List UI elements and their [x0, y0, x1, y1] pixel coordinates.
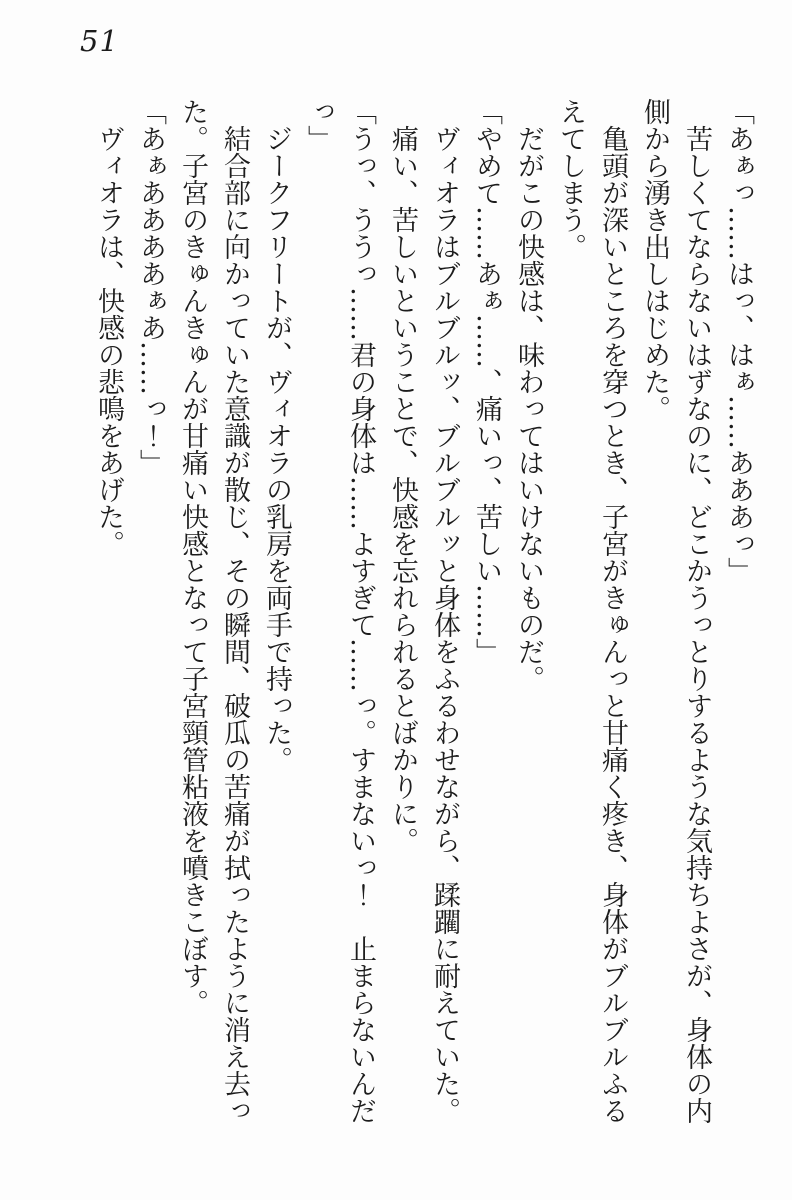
paragraph: 亀頭が深いところを穿つとき、子宮がきゅんっと甘痛く疼き、身体がブルブルふるえてしまう。 [555, 98, 628, 1124]
paragraph: だがこの快感は、味わってはいけないものだ。 [513, 125, 544, 692]
paragraph: 「あぁああああぁあ……っ！」 [135, 98, 166, 476]
paragraph: ジークフリートが、ヴィオラの乳房を両手で持った。 [261, 125, 292, 773]
page-number: 51 [80, 24, 119, 58]
paragraph: 苦しくてならないはずなのに、どこかうっとりするような気持ちよさが、身体の内側から湧き出しはじめた。 [639, 98, 712, 1124]
paragraph: ヴィオラはブルブルッ、ブルブルッと身体をふるわせながら、蹂躙に耐えていた。 [429, 125, 460, 1124]
paragraph: 痛い、苦しいということで、快感を忘れられるとばかりに。 [387, 125, 418, 854]
text-block [87, 98, 759, 1124]
paragraph: 結合部に向かっていた意識が散じ、その瞬間、破瓜の苦痛が拭ったように消え去った。子宮のきゅんきゅんが甘痛い快感となって子宮頸管粘液を噴きこぼす。 [177, 98, 250, 1124]
paragraph: ヴィオラは、快感の悲鳴をあげた。 [93, 125, 124, 557]
paragraph: 「やめて……あぁ……、痛いっ、苦しい……」 [471, 98, 502, 665]
paragraph: 「うっ、ううっ……君の身体は……よすぎて……っ。すまないっ！ 止まらないんだっ」 [303, 98, 376, 1124]
paragraph: 「あぁっ……はっ、はぁ……あああっ」 [723, 98, 754, 584]
